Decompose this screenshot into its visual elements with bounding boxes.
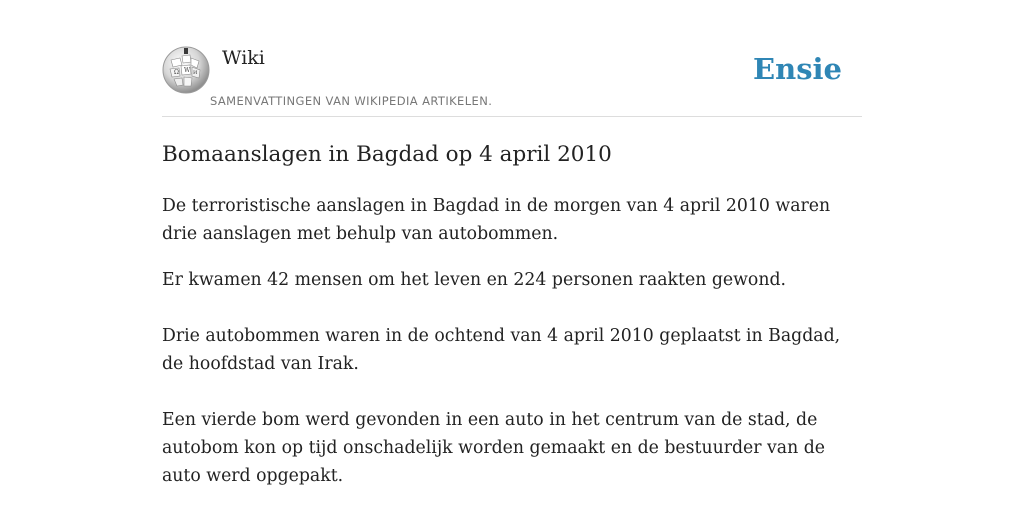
article-paragraph: Er kwamen 42 mensen om het leven en 224 personen raakten gewond. [162, 270, 786, 290]
article-paragraph: Een vierde bom werd gevonden in een auto in het centrum van de stad, de autobom kon op tijd onschadelijk worden gemaakt en de bestuurder van de auto werd opgepakt. [162, 410, 825, 486]
article-title: Bomaanslagen in Bagdad op 4 april 2010 [162, 142, 612, 167]
article-paragraph: Drie autobommen waren in de ochtend van 4 april 2010 geplaatst in Bagdad, de hoofdstad van Irak. [162, 326, 841, 374]
ensie-brand-link[interactable]: Ensie [753, 52, 842, 86]
wikipedia-globe-icon[interactable] [162, 46, 210, 94]
article-intro-paragraph: De terroristische aanslagen in Bagdad in de morgen van 4 april 2010 waren drie aanslagen met behulp van autobommen. [162, 196, 831, 244]
svg-text:И: И [193, 70, 198, 76]
site-header [162, 0, 862, 117]
svg-text:Ω: Ω [174, 69, 179, 76]
article-body [162, 192, 862, 512]
svg-text:W: W [184, 67, 191, 74]
site-tagline: SAMENVATTINGEN VAN WIKIPEDIA ARTIKELEN. [210, 94, 493, 108]
site-name[interactable]: Wiki [222, 47, 265, 69]
